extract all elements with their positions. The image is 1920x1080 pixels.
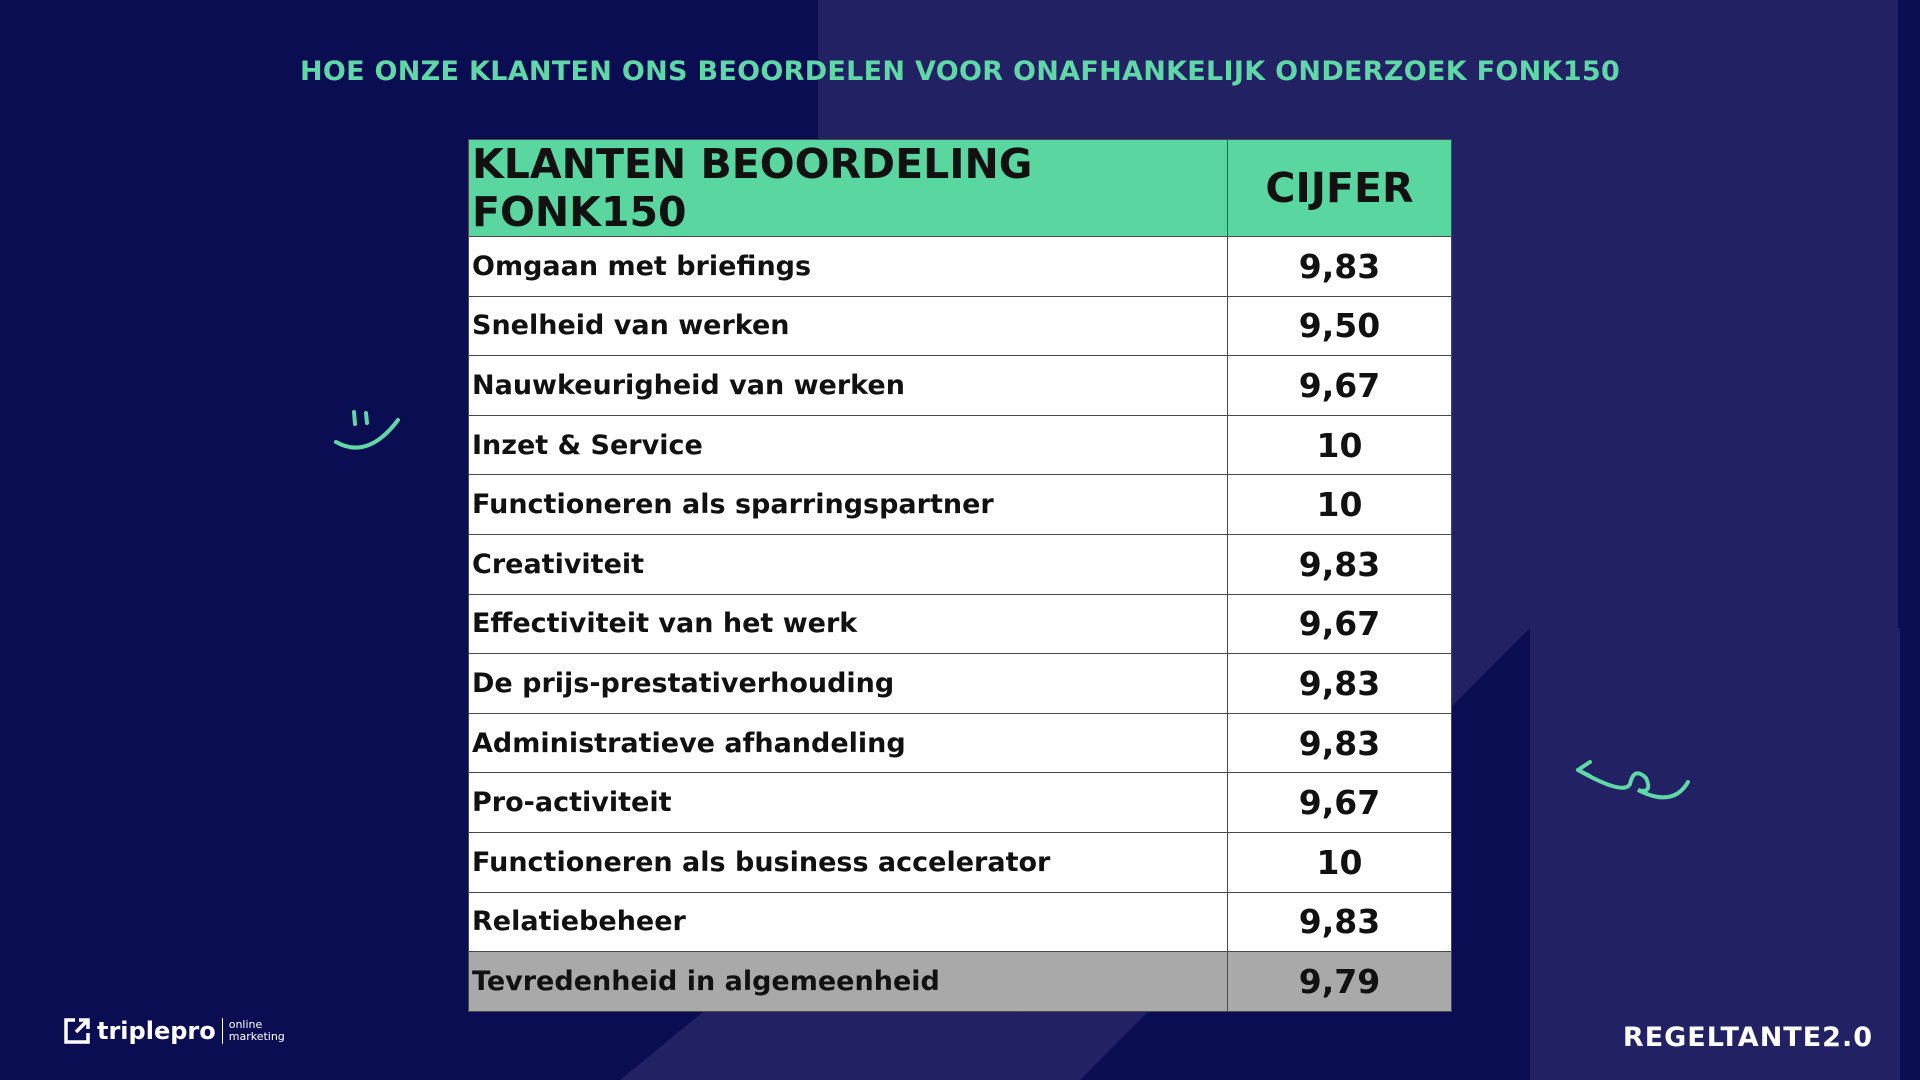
regeltante-logo[interactable]: REGELTANTE2.0 — [1622, 1022, 1873, 1053]
row-score: 9,67 — [1228, 594, 1452, 654]
triplepro-logo[interactable] — [63, 1016, 285, 1046]
row-label: Functioneren als sparringspartner — [469, 475, 1228, 535]
table-header-row — [469, 140, 1452, 237]
row-score: 10 — [1228, 832, 1452, 892]
row-score: 10 — [1228, 475, 1452, 535]
table-row — [469, 296, 1452, 356]
row-label: Effectiviteit van het werk — [469, 594, 1228, 654]
table-row — [469, 773, 1452, 833]
smiley-doodle-icon — [330, 408, 405, 454]
row-score: 9,83 — [1228, 534, 1452, 594]
row-label: Omgaan met briefings — [469, 237, 1228, 297]
external-link-square-icon — [63, 1017, 91, 1045]
total-label: Tevredenheid in algemeenheid — [469, 952, 1228, 1012]
table-row — [469, 534, 1452, 594]
ratings-table — [468, 139, 1452, 1012]
background-panel-lower — [1530, 628, 1900, 1080]
row-label: Relatiebeheer — [469, 892, 1228, 952]
row-label: Administratieve afhandeling — [469, 713, 1228, 773]
row-score: 9,83 — [1228, 892, 1452, 952]
row-score: 9,67 — [1228, 356, 1452, 416]
row-label: Creativiteit — [469, 534, 1228, 594]
table-row — [469, 594, 1452, 654]
table-row — [469, 237, 1452, 297]
logo-subtitle — [229, 1019, 285, 1043]
table-total-row — [469, 952, 1452, 1012]
row-label: Pro-activiteit — [469, 773, 1228, 833]
page-title: HOE ONZE KLANTEN ONS BEOORDELEN VOOR ONAFHANKELIJK ONDERZOEK FONK150 — [299, 56, 1621, 87]
table-row — [469, 832, 1452, 892]
header-score: CIJFER — [1228, 140, 1452, 237]
header-category: KLANTEN BEOORDELING FONK150 — [469, 140, 1228, 237]
row-score: 9,83 — [1228, 713, 1452, 773]
logo-sub-line1: online — [228, 1018, 263, 1031]
row-score: 9,50 — [1228, 296, 1452, 356]
total-score: 9,79 — [1228, 952, 1452, 1012]
row-label: Inzet & Service — [469, 415, 1228, 475]
table-row — [469, 654, 1452, 714]
curly-arrow-doodle-icon — [1568, 756, 1692, 806]
row-score: 10 — [1228, 415, 1452, 475]
logo-name: triplepro — [97, 1017, 216, 1045]
row-label: Nauwkeurigheid van werken — [469, 356, 1228, 416]
row-label: Functioneren als business accelerator — [469, 832, 1228, 892]
logo-divider — [222, 1018, 223, 1044]
logo-sub-line2: marketing — [228, 1030, 285, 1043]
row-label: Snelheid van werken — [469, 296, 1228, 356]
row-label: De prijs-prestativerhouding — [469, 654, 1228, 714]
table-row — [469, 475, 1452, 535]
ratings-table-container — [468, 139, 1451, 1012]
row-score: 9,67 — [1228, 773, 1452, 833]
table-row — [469, 892, 1452, 952]
table-row — [469, 356, 1452, 416]
row-score: 9,83 — [1228, 237, 1452, 297]
table-row — [469, 415, 1452, 475]
row-score: 9,83 — [1228, 654, 1452, 714]
table-row — [469, 713, 1452, 773]
